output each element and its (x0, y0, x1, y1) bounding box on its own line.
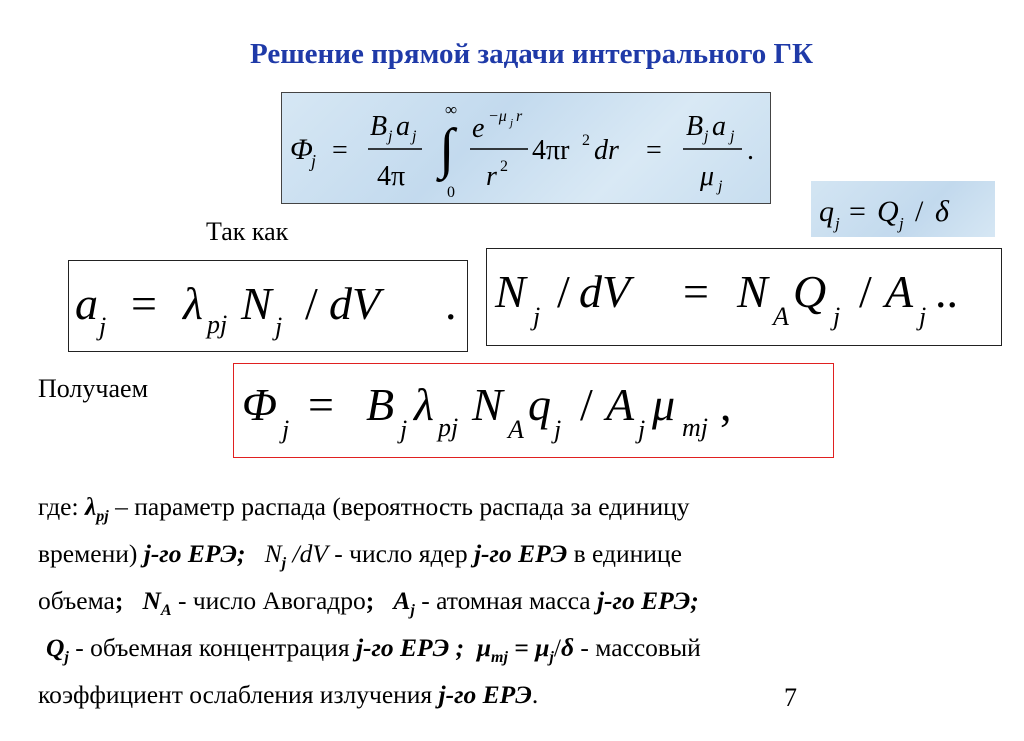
mu-symbol: μ (535, 633, 550, 663)
dr: dr (594, 135, 619, 166)
text: - число Авогадро (171, 586, 366, 616)
text: - объемная концентрация (68, 633, 356, 663)
lambda-sub: pj (438, 413, 459, 442)
end-dot: . (747, 135, 754, 166)
exp-power: −μ (488, 108, 507, 125)
Q-sub: j (899, 214, 904, 233)
text: где: (38, 492, 85, 521)
B-sub: j (400, 415, 408, 444)
text: времени) (38, 539, 144, 569)
q-sub: j (554, 415, 562, 444)
lambda-symbol: λ (183, 278, 203, 329)
tak-kak-label: Так как (206, 217, 289, 246)
mu-sub: mj (491, 649, 508, 667)
NA-symbol: N (472, 379, 503, 430)
spacer (123, 586, 142, 615)
dV: dV (329, 278, 381, 329)
description-line-1 (38, 488, 998, 535)
mu-sub: mj (682, 413, 708, 442)
sub-j: j (718, 178, 723, 195)
integral-formula (282, 93, 770, 203)
exponential: e (472, 113, 485, 144)
text: ; (365, 586, 375, 616)
text: коэффициент ослабления излучения (38, 680, 439, 710)
a-symbol: a (75, 278, 98, 329)
text: ; (114, 586, 124, 616)
description-line-2 (38, 535, 998, 582)
a-slash: / (305, 278, 318, 329)
Aj-sub: j (410, 602, 415, 620)
text: объема (38, 586, 115, 616)
text: / (553, 633, 561, 663)
equals-1: = (332, 135, 348, 166)
phi-subscript: j (311, 151, 317, 171)
q-eq: = (849, 195, 866, 228)
upper-limit: ∞ (445, 100, 458, 119)
NA-symbol: N (142, 586, 161, 616)
NA-symbol: N (737, 266, 768, 317)
n-slash: / (557, 266, 570, 317)
sub-j: j (412, 128, 417, 145)
Aj-symbol: A (606, 379, 635, 430)
a-formula-box (68, 260, 468, 352)
text: j-го ЕРЭ; (596, 586, 699, 616)
equals-2: = (646, 135, 662, 166)
lambda-symbol: λ (414, 379, 434, 430)
text: - атомная масса (414, 586, 597, 616)
delta-symbol: δ (560, 633, 575, 663)
NA-sub: A (160, 602, 172, 620)
integral-formula-box (281, 92, 771, 204)
mu-symbol: μ (652, 379, 676, 430)
q-slash: / (915, 195, 924, 228)
lambda-sub: pj (96, 508, 109, 526)
text: j-го ЕРЭ ; (355, 633, 465, 663)
text: = (507, 633, 536, 663)
dV: dV (579, 266, 631, 317)
phi-symbol: Φ (242, 379, 278, 430)
n-formula (487, 249, 1001, 345)
n-slash-2: / (859, 266, 872, 317)
mu-sub: j (549, 649, 554, 667)
delta-symbol: δ (935, 195, 949, 228)
Aj-symbol: A (393, 586, 411, 616)
result-B: B (686, 111, 704, 142)
text: в единице (567, 539, 682, 569)
sub-j: j (730, 128, 735, 145)
N-sub: j (281, 555, 287, 573)
denom-square: 2 (500, 158, 508, 175)
a-eq: = (131, 278, 157, 329)
N-sub: j (533, 302, 541, 331)
r-square: 2 (582, 132, 590, 149)
q-symbol: q (528, 379, 551, 430)
mu-symbol: μ (476, 633, 492, 663)
integral-sign: ∫ (439, 118, 455, 180)
Aj-symbol: A (885, 266, 914, 317)
q-formula-box (811, 181, 995, 237)
NA-sub: A (508, 415, 524, 444)
text: j-го ЕРЭ (473, 539, 568, 569)
Q-sub: j (64, 649, 69, 667)
N-symbol: N (241, 278, 272, 329)
four-pi-r: 4πr (532, 135, 570, 166)
numerator-a: a (396, 111, 410, 142)
description-paragraph (38, 488, 998, 713)
poluchaem-label: Получаем (38, 374, 149, 403)
denom-r: r (486, 161, 497, 192)
q-sub: j (835, 214, 840, 233)
phi-sub: j (282, 415, 290, 444)
n-end: .. (935, 266, 958, 317)
q-formula (811, 181, 995, 237)
lambda-symbol: λ (84, 492, 97, 521)
N-symbol: N (264, 539, 282, 569)
text: . (531, 680, 539, 710)
page-number: 7 (784, 683, 797, 712)
phi-eq: = (308, 379, 334, 430)
description-line-3 (38, 582, 998, 629)
Q-symbol: Q (46, 633, 65, 663)
text: j-го ЕРЭ (438, 680, 532, 710)
description-line-5 (38, 676, 998, 713)
result-formula-box (233, 363, 834, 458)
sub-j: j (388, 128, 393, 145)
phi-symbol: Φ (290, 133, 313, 166)
exp-power-r: r (516, 108, 523, 125)
text: – параметр распада (вероятность распада за единицу (108, 492, 690, 521)
numerator-B: B (370, 111, 388, 142)
text: - число ядер (327, 539, 474, 569)
sub-j: j (704, 128, 709, 145)
description-line-4 (38, 629, 998, 676)
result-formula (234, 364, 833, 457)
N-sub: j (275, 312, 283, 341)
phi-slash: / (580, 379, 593, 430)
NA-sub: A (773, 302, 789, 331)
Q-symbol: Q (877, 195, 899, 228)
four-pi: 4π (377, 161, 406, 192)
dV: /dV (286, 539, 328, 569)
exp-power-sub: j (510, 117, 514, 129)
n-eq: = (683, 266, 709, 317)
N-symbol: N (495, 266, 526, 317)
lower-limit: 0 (447, 184, 455, 201)
Q-symbol: Q (793, 266, 827, 317)
text: j-го ЕРЭ; (143, 539, 246, 569)
spacer (374, 586, 393, 615)
slide-title: Решение прямой задачи интегрального ГК (250, 38, 814, 70)
text: - массовый (574, 633, 701, 663)
phi-comma: , (720, 379, 732, 430)
result-mu: μ (700, 161, 715, 192)
Q-sub: j (833, 302, 841, 331)
a-dot: . (445, 278, 457, 329)
Aj-sub: j (638, 415, 646, 444)
B-symbol: B (366, 379, 395, 430)
q-symbol: q (819, 195, 834, 228)
lambda-sub: pj (207, 310, 228, 339)
result-a: a (712, 111, 726, 142)
Aj-sub: j (919, 302, 927, 331)
a-sub: j (99, 312, 107, 341)
spacer (464, 633, 477, 662)
spacer (246, 539, 265, 568)
a-formula (69, 261, 467, 351)
n-formula-box (486, 248, 1002, 346)
